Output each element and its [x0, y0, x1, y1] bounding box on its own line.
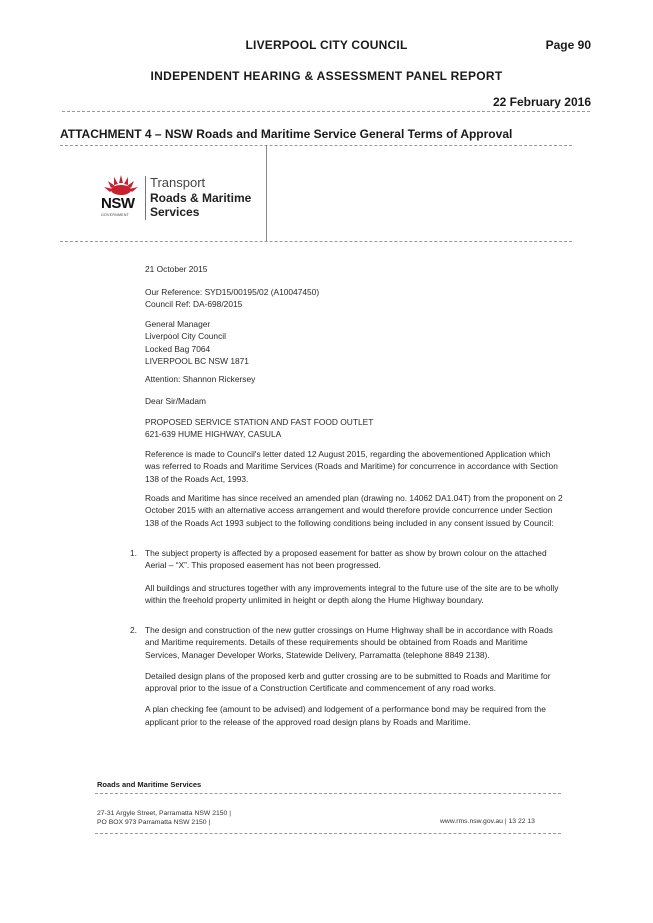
- footer-address-line: PO BOX 973 Parramatta NSW 2150 |: [97, 818, 211, 826]
- condition-number: 2.: [130, 625, 137, 635]
- page-number: Page 90: [545, 38, 591, 52]
- logo-divider: [145, 176, 146, 220]
- address-line: Liverpool City Council: [145, 331, 226, 342]
- council-title: LIVERPOOL CITY COUNCIL: [245, 38, 408, 52]
- government-label: GOVERNMENT: [101, 213, 130, 217]
- address-line: Locked Bag 7064: [145, 343, 211, 354]
- letterhead-top-rule: [60, 145, 572, 146]
- attachment-heading: ATTACHMENT 4 – NSW Roads and Maritime Service General Terms of Approval: [60, 127, 513, 141]
- salutation: Dear Sir/Madam: [145, 396, 206, 406]
- footer-website: www.rms.nsw.gov.au | 13 22 13: [440, 818, 535, 825]
- condition-paragraph: A plan checking fee (amount to be advised) and lodgement of a performance bond may be required from the applicant prior to the release of the approved road design plans by Roads and Maritime.: [145, 704, 546, 727]
- footer-address-line: 27-31 Argyle Street, Parramatta NSW 2150 |: [97, 810, 231, 817]
- header-divider: [62, 111, 590, 112]
- footer-rule: [95, 793, 561, 794]
- letterhead-divider: [266, 145, 267, 241]
- footer-address: [97, 810, 231, 827]
- subject-line: 621-639 HUME HIGHWAY, CASULA: [145, 429, 282, 440]
- condition-number: 1.: [130, 548, 137, 558]
- report-title: INDEPENDENT HEARING & ASSESSMENT PANEL REPORT: [150, 69, 503, 83]
- condition-paragraph: The design and construction of the new gutter crossings on Hume Highway shall be in accordance with Roads and Maritime requirements. Details of these requirements should be obtained from Roads and Maritime Services, Manager Developer Works, Statewide Delivery, Parramatta (telephone 8849 2138).: [145, 625, 553, 660]
- paragraph-2: Roads and Maritime has since received an amended plan (drawing no. 14062 DA1.04T) from the proponent on 2 October 2015 with an alternative access arrangement and would therefore provide concurrence under Section 138 of the Roads Act 1993 subject to the following conditions being included in any consent issued by Council:: [145, 493, 563, 528]
- transport-logo: [101, 173, 261, 223]
- condition-2: [130, 624, 563, 728]
- letterhead-bottom-rule: [60, 241, 572, 242]
- condition-paragraph: The subject property is affected by a proposed easement for batter as show by brown colour on the attached Aerial – “X”. This proposed easement has not been progressed.: [145, 548, 547, 571]
- council-reference: Council Ref: DA-698/2015: [145, 299, 243, 309]
- condition-paragraph: All buildings and structures together with any improvements integral to the future use of the site are to be wholly within the freehold property unlimited in height or depth along the Hume Highway boundary.: [145, 582, 559, 605]
- our-reference: Our Reference: SYD15/00195/02 (A10047450): [145, 287, 320, 297]
- recipient-address: [145, 318, 563, 367]
- waratah-icon: [101, 173, 141, 197]
- subject-line: PROPOSED SERVICE STATION AND FAST FOOD OUTLET: [145, 417, 374, 427]
- footer-bottom-rule: [95, 833, 561, 834]
- address-line: LIVERPOOL BC NSW 1871: [145, 355, 249, 366]
- subject-block: [145, 416, 563, 441]
- report-date: 22 February 2016: [492, 95, 591, 109]
- condition-paragraph: Detailed design plans of the proposed kerb and gutter crossing are to be submitted to Roads and Maritime for approval prior to the issue of a Construction Certificate and commencement of any road works.: [145, 670, 551, 694]
- transport-wordmark: Transport: [150, 175, 206, 190]
- attention-line: Attention: Shannon Rickersey: [145, 374, 256, 384]
- letter-date: 21 October 2015: [145, 264, 208, 274]
- nsw-wordmark: NSW: [101, 195, 135, 212]
- footer-org: Roads and Maritime Services: [97, 780, 202, 789]
- condition-1: [130, 547, 563, 606]
- paragraph-1: Reference is made to Council's letter dated 12 August 2015, regarding the abovementioned Application which was referred to Roads and Maritime Services (Roads and Maritime) for concurrence in accordance with Section 138 of the Roads Act, 1993.: [145, 449, 558, 484]
- services-wordmark: Services: [150, 205, 200, 219]
- roads-maritime-wordmark: Roads & Maritime: [150, 191, 252, 205]
- address-line: General Manager: [145, 319, 211, 329]
